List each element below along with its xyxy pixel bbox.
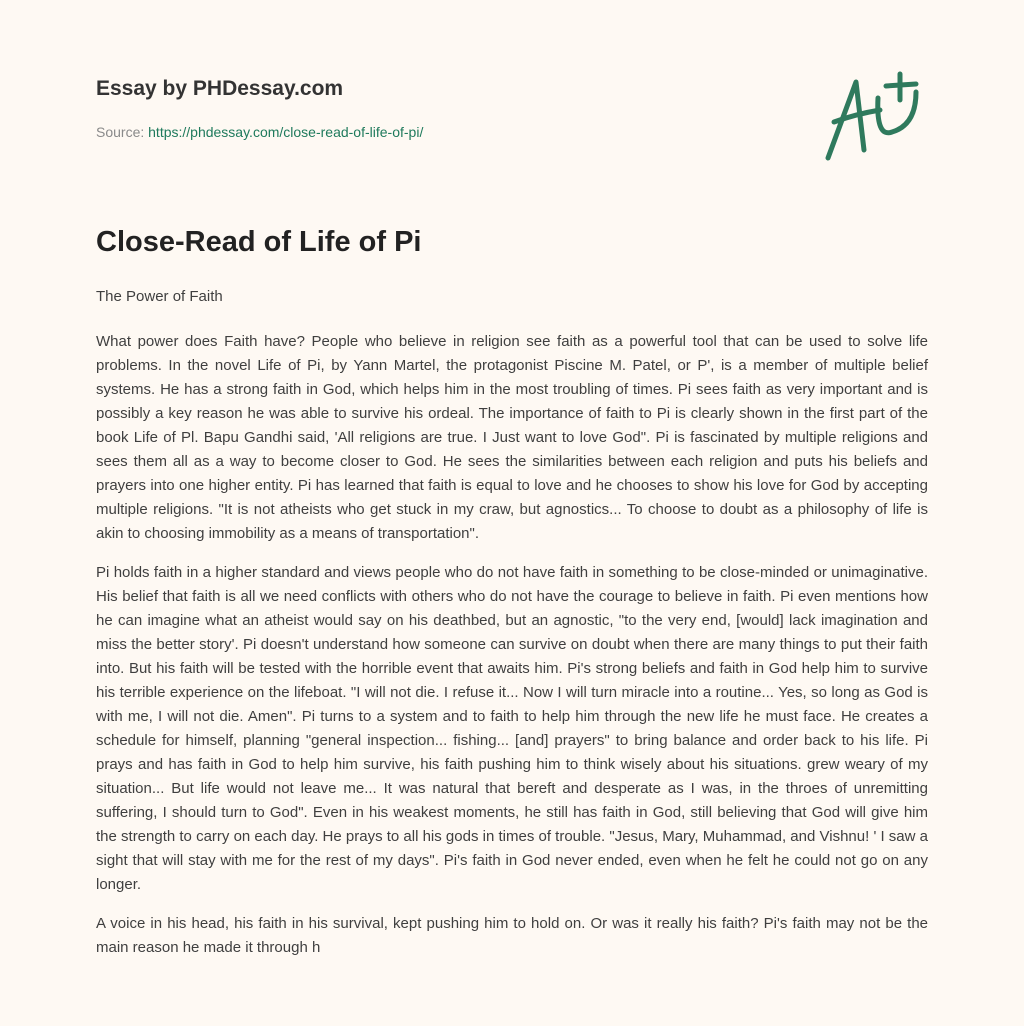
page-title: Close-Read of Life of Pi — [96, 226, 422, 258]
essay-subtitle: The Power of Faith — [96, 288, 223, 305]
source-line — [96, 124, 423, 140]
paragraph: Pi holds faith in a higher standard and views people who do not have faith in something to be close-minded or unimaginative. His belief that faith is all we need conflicts with others who do not have the courage to believe in faith. Pi even mentions how he can imagine what an atheist would say on his deathbed, but an agnostic, "to the very end, [would] lack imagination and miss the better story'. Pi doesn't understand how someone can survive on doubt when there are many things to put their faith into. But his faith will be tested with the horrible event that awaits him. Pi's strong beliefs and faith in God help him to survive his terrible experience on the lifeboat. "I will not die. I refuse it... Now I will turn miracle into a routine... Yes, so long as God is with me, I will not die. Amen". Pi turns to a system and to faith to help him through the new life he must face. He creates a schedule for himself, planning "general inspection... fishing... [and] prayers" to bring balance and order back to his life. Pi prays and has faith in God to help him survive, his faith pushing him to think wisely about his situations. grew weary of my situation... But life would not leave me... It was natural that bereft and desperate as I was, in the throes of unremitting suffering, I should turn to God". Even in his weakest moments, he still has faith in God, still believing that God will give him the strength to carry on each day. He prays to all his gods in times of trouble. "Jesus, Mary, Muhammad, and Vishnu! ' I saw a sight that will stay with me for the rest of my days". Pi's faith in God never ended, even when he felt he could not go on any longer. — [96, 564, 928, 893]
source-label: Source: — [96, 124, 145, 140]
paragraph: A voice in his head, his faith in his survival, kept pushing him to hold on. Or was it really his faith? Pi's faith may not be the main reason he made it through h — [96, 915, 928, 956]
paragraph: What power does Faith have? People who believe in religion see faith as a powerful tool that can be used to solve life problems. In the novel Life of Pi, by Yann Martel, the protagonist Piscine M. Patel, or P', is a member of multiple belief systems. He has a strong faith in God, which helps him in the most troubling of times. Pi sees faith as very important and is possibly a key reason he was able to survive his ordeal. The importance of faith to Pi is clearly shown in the first part of the book Life of Pl. Bapu Gandhi said, 'All religions are true. I Just want to love God". Pi is fascinated by multiple religions and sees them all as a way to become closer to God. He sees the similarities between each religion and puts his beliefs and prayers into one higher entity. Pi has learned that faith is equal to love and he chooses to show his love for God by accepting multiple religions. "It is not atheists who get stuck in my craw, but agnostics... To choose to doubt as a philosophy of life is akin to choosing immobility as a means of transportation". — [96, 333, 928, 542]
source-link[interactable]: https://phdessay.com/close-read-of-life-of-pi/ — [148, 124, 424, 140]
site-title: Essay by PHDessay.com — [96, 77, 344, 100]
a-plus-logo-icon — [820, 70, 930, 165]
essay-body — [96, 330, 928, 975]
